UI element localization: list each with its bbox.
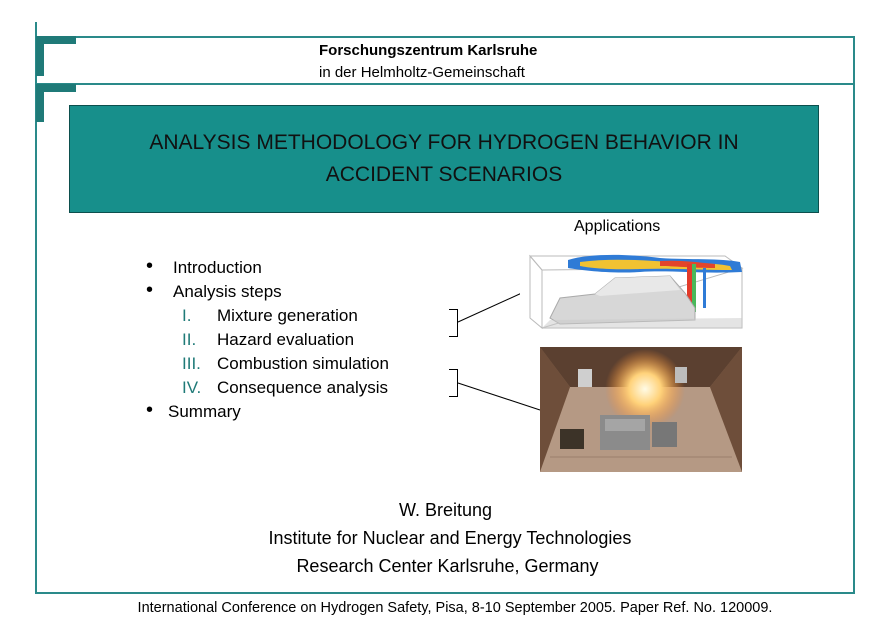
step-number: II. [182, 330, 197, 349]
step-label: Consequence analysis [217, 378, 389, 397]
step-number: IV. [182, 378, 202, 397]
bullet-dot: • [146, 255, 154, 277]
applications-label: Applications [574, 218, 661, 235]
outline-item-analysis-steps: Analysis steps [173, 282, 282, 301]
simulation-image [520, 248, 745, 330]
footer-citation: International Conference on Hydrogen Safety, Pisa, 8-10 September 2005. Paper Ref. No. 120009. [137, 600, 773, 616]
step-label: Hazard evaluation [217, 330, 355, 349]
step-number: III. [182, 354, 201, 373]
step-label: Combustion simulation [217, 354, 389, 373]
bullet-dot: • [146, 279, 154, 301]
bullet-dot: • [146, 399, 154, 421]
org-name: Forschungszentrum Karlsruhe [319, 42, 538, 59]
step-number: I. [182, 306, 192, 325]
author-name: W. Breitung [398, 500, 493, 520]
outline-item-summary: Summary [168, 402, 241, 421]
outline-item-introduction: Introduction [173, 258, 262, 277]
step-label: Mixture generation [217, 306, 358, 325]
combustion-experiment-photo [540, 347, 742, 472]
org-subtitle: in der Helmholtz-Gemeinschaft [319, 64, 525, 81]
author-research-center: Research Center Karlsruhe, Germany [296, 556, 599, 576]
presentation-title: ANALYSIS METHODOLOGY FOR HYDROGEN BEHAVIOR IN ACCIDENT SCENARIOS [149, 131, 739, 186]
author-institute: Institute for Nuclear and Energy Technologies [268, 528, 632, 548]
